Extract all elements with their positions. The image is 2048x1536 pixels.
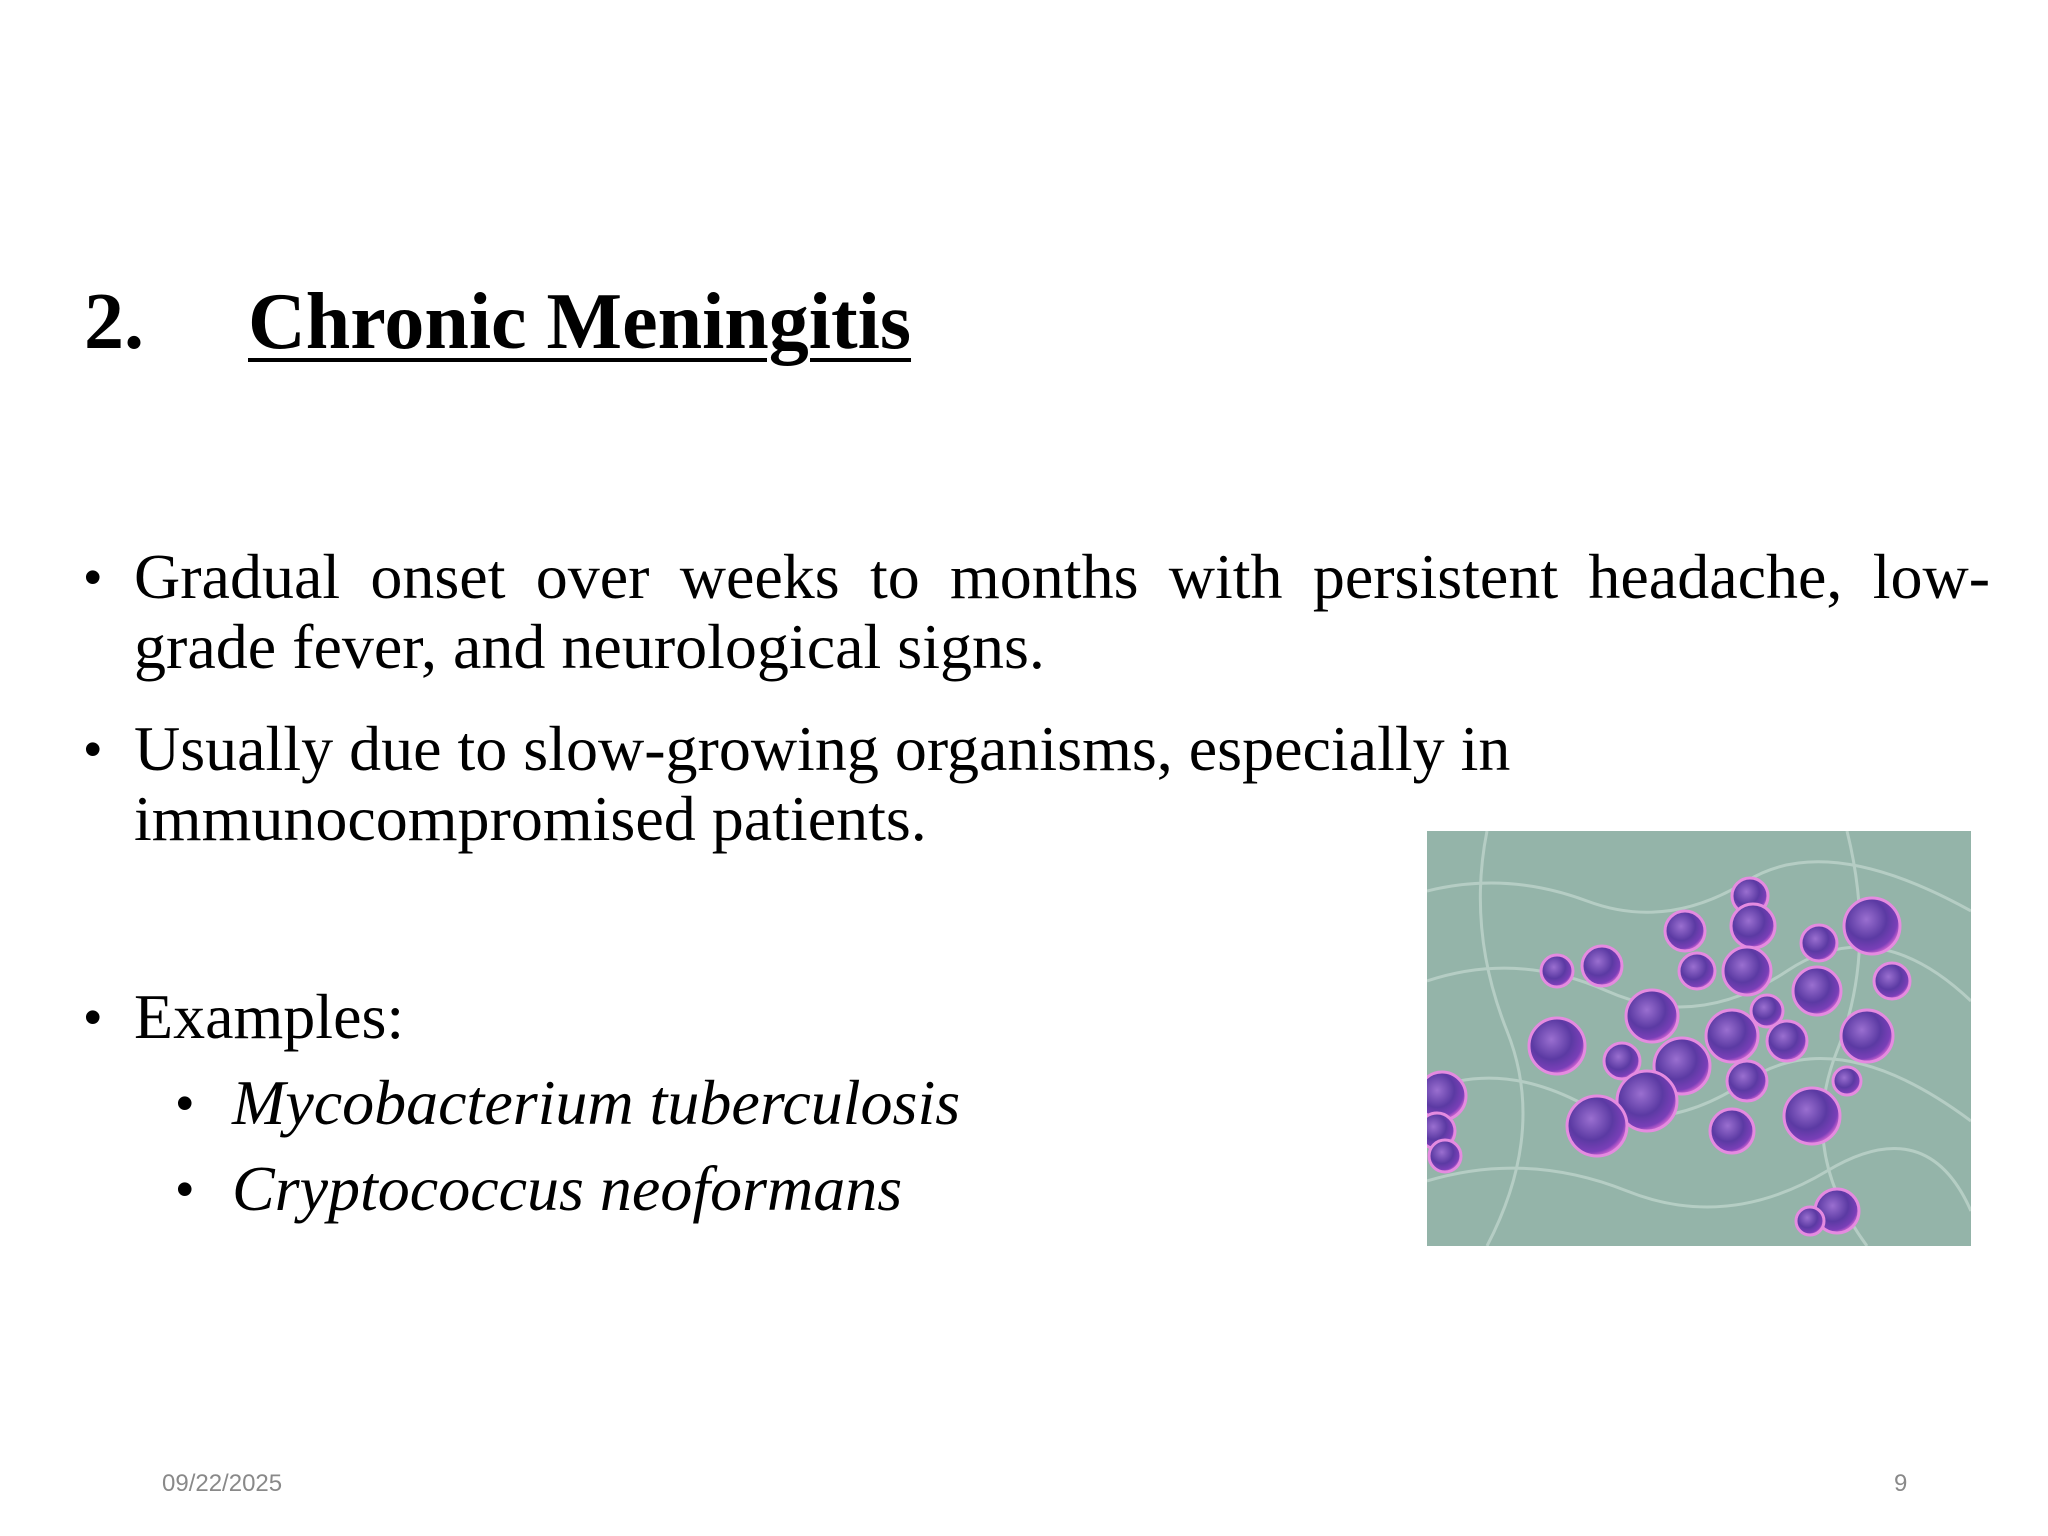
bullet-dot: •: [84, 549, 102, 605]
cryptococcus-micrograph-image: [1427, 831, 1971, 1246]
footer-page-number: 9: [1894, 1470, 1908, 1497]
example-organism: Mycobacterium tuberculosis: [232, 1067, 961, 1138]
title-text: Chronic Meningitis: [248, 278, 912, 366]
slide-title: [84, 278, 912, 366]
title-number: 2.: [84, 278, 144, 366]
bullet-dot: •: [176, 1161, 194, 1217]
bullet-dot: •: [84, 989, 102, 1045]
bullet-dot: •: [84, 721, 102, 777]
example-organism: Cryptococcus neoformans: [232, 1153, 903, 1224]
bullet-text: Gradual onset over weeks to months with persistent headache, low-grade fever, and neurological signs.: [134, 541, 1990, 682]
bullet-text: Usually due to slow-growing organisms, especially in immunocompromised patients.: [134, 713, 1511, 854]
micrograph-illustration: [1427, 831, 1971, 1246]
bullet-text: Examples:: [134, 981, 405, 1052]
bullet-dot: •: [176, 1075, 194, 1131]
footer-date: 09/22/2025: [162, 1470, 283, 1497]
